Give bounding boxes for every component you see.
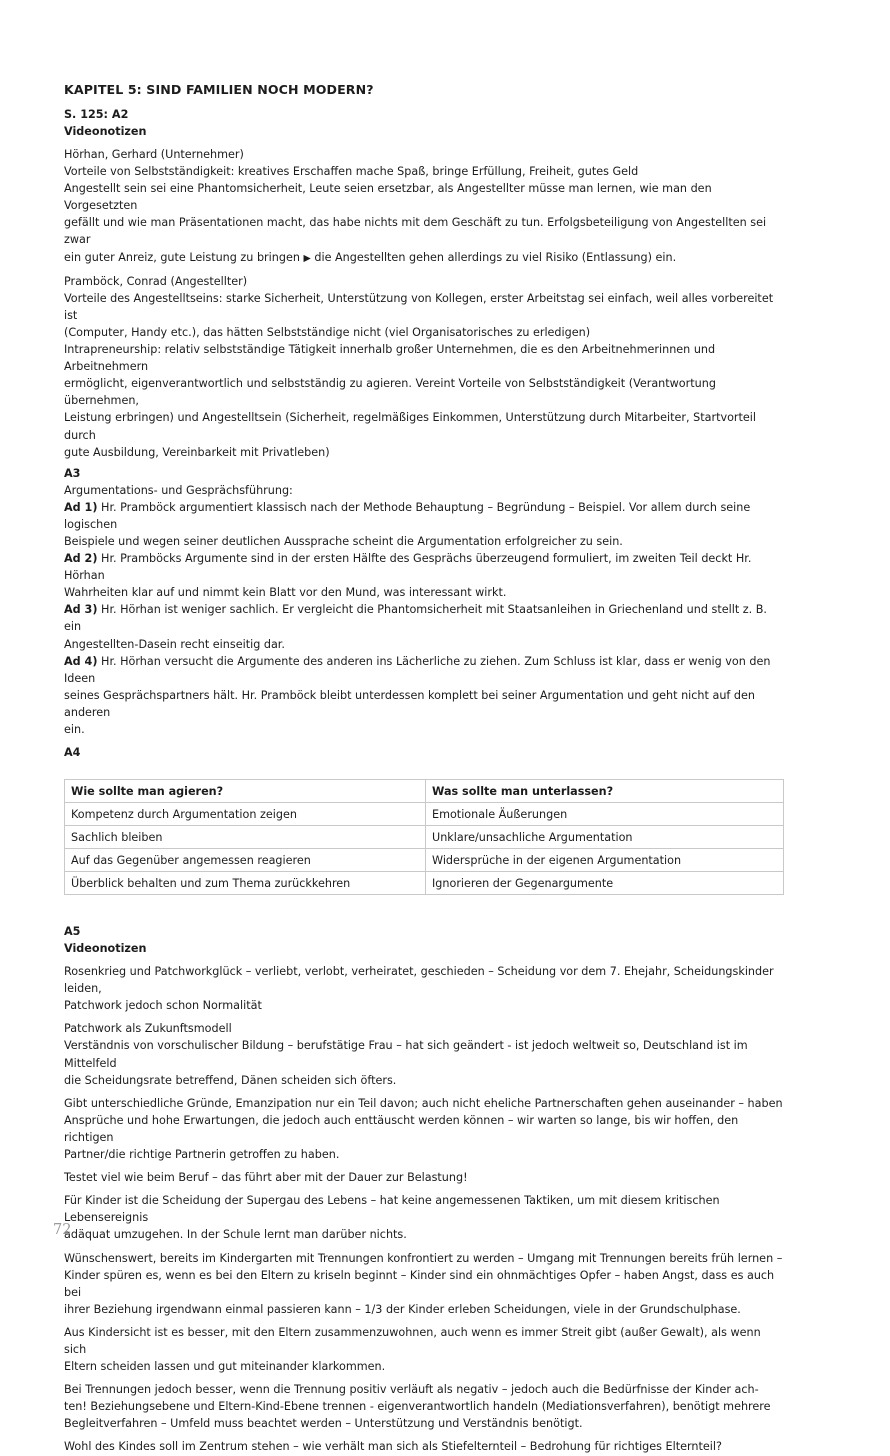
table-header-cell: Was sollte man unterlassen? xyxy=(426,780,784,803)
table-row xyxy=(65,872,784,895)
a3-text: Hr. Hörhan ist weniger sachlich. Er vergleicht die Phantomsicherheit mit Staatsanleihen in Griechenland und stellt z. B. ein xyxy=(64,603,767,634)
document-page xyxy=(64,82,786,1456)
table-header-cell: Wie sollte man agieren? xyxy=(65,780,426,803)
table-cell: Emotionale Äußerungen xyxy=(426,803,784,826)
a5-line: Verständnis von vorschulischer Bildung – berufstätige Frau – hat sich geändert - ist jedoch weltweit so, Deutschland ist im Mittelfeld xyxy=(64,1039,748,1070)
a3-line: seines Gesprächspartners hält. Hr. Pramböck bleibt unterdessen komplett bei seiner Argumentation und geht nicht auf den anderen xyxy=(64,688,755,719)
a3-item-lead: Ad 4) xyxy=(64,654,98,668)
a5-line: Patchwork jedoch schon Normalität xyxy=(64,999,262,1013)
a3-item-lead: Ad 3) xyxy=(64,603,98,617)
a5-line: Patchwork als Zukunftsmodell xyxy=(64,1022,232,1036)
a5-paragraphs xyxy=(64,963,786,1455)
a2-line: gute Ausbildung, Vereinbarkeit mit Privatleben) xyxy=(64,445,330,459)
a2-line: (Computer, Handy etc.), das hätten Selbstständige nicht (viel Organisatorisches zu erledigen) xyxy=(64,325,591,339)
a2-line: ermöglicht, eigenverantwortlich und selbstständig zu agieren. Vereint Vorteile von Selbstständigkeit (Verantwortung übernehmen, xyxy=(64,377,716,408)
table-cell: Auf das Gegenüber angemessen reagieren xyxy=(65,849,426,872)
a5-line: Eltern scheiden lassen und gut miteinander klarkommen. xyxy=(64,1360,386,1374)
section-a5-subtitle: Videonotizen xyxy=(64,942,147,956)
section-a2-subtitle: Videonotizen xyxy=(64,125,147,138)
a5-line: Testet viel wie beim Beruf – das führt aber mit der Dauer zur Belastung! xyxy=(64,1171,468,1185)
a5-line: Gibt unterschiedliche Gründe, Emanzipation nur ein Teil davon; auch nicht eheliche Partnerschaften gehen auseinander – haben xyxy=(64,1096,783,1110)
section-a4-label: A4 xyxy=(64,746,81,760)
section-a2-label: S. 125: A2 xyxy=(64,108,129,121)
a5-line: Begleitverfahren – Umfeld muss beachtet werden – Unterstützung und Verständnis benötigt. xyxy=(64,1417,583,1431)
section-a3-label: A3 xyxy=(64,466,81,480)
a2-line: Leistung erbringen) und Angestelltsein (Sicherheit, regelmäßiges Einkommen, Unterstützung durch Mitarbeiter, Startvorteil durch xyxy=(64,411,757,442)
a3-line: Beispiele und wegen seiner deutlichen Aussprache scheint die Argumentation erfolgreicher zu sein. xyxy=(64,534,623,548)
a3-item-lead: Ad 1) xyxy=(64,500,98,514)
a5-line: Für Kinder ist die Scheidung der Supergau des Lebens – hat keine angemessenen Taktiken, um mit diesem kritischen Lebensereignis xyxy=(64,1194,720,1225)
a5-line: ihrer Beziehung irgendwann einmal passieren kann – 1/3 der Kinder erleben Scheidungen, viele in der Grundschulphase. xyxy=(64,1302,741,1316)
a5-line: Wohl des Kindes soll im Zentrum stehen – wie verhält man sich als Stiefelternteil – Bedrohung für richtiges Elternteil? xyxy=(64,1440,722,1454)
a5-line: Rosenkrieg und Patchworkglück – verliebt, verlobt, verheiratet, geschieden – Scheidung vor dem 7. Ehejahr, Scheidungskinder leiden, xyxy=(64,965,774,996)
table-cell: Sachlich bleiben xyxy=(65,826,426,849)
a5-line: Aus Kindersicht ist es besser, mit den Eltern zusammenzuwohnen, auch wenn es immer Streit gibt (außer Gewalt), als wenn sich xyxy=(64,1325,761,1356)
a3-line: Angestellten-Dasein recht einseitig dar. xyxy=(64,637,285,651)
table-cell: Widersprüche in der eigenen Argumentation xyxy=(426,849,784,872)
table-row xyxy=(65,803,784,826)
a3-text: Hr. Hörhan versucht die Argumente des anderen ins Lächerliche zu ziehen. Zum Schluss ist klar, dass er wenig von den Ideen xyxy=(64,654,771,685)
a5-line: die Scheidungsrate betreffend, Dänen scheiden sich öfters. xyxy=(64,1073,397,1087)
a3-line xyxy=(64,601,786,635)
a2-line-part: ein guter Anreiz, gute Leistung zu bringen xyxy=(64,250,300,264)
a2-line xyxy=(64,249,786,267)
table-cell: Ignorieren der Gegenargumente xyxy=(426,872,784,895)
a3-intro: Argumentations- und Gesprächsführung: xyxy=(64,483,293,497)
a5-line: Kinder spüren es, wenn es bei den Eltern zu kriseln beginnt – Kinder sind ein ohnmächtiges Opfer – haben Angst, dass es auch bei xyxy=(64,1268,775,1299)
a2-line-part: die Angestellten gehen allerdings zu viel Risiko (Entlassung) ein. xyxy=(314,250,677,264)
a3-line xyxy=(64,550,786,584)
a5-line: Wünschenswert, bereits im Kindergarten mit Trennungen konfrontiert zu werden – Umgang mit Trennungen bereits früh lernen – xyxy=(64,1251,783,1265)
a3-line: ein. xyxy=(64,723,85,736)
a3-line: Wahrheiten klar auf und nimmt kein Blatt vor den Mund, was interessant wirkt. xyxy=(64,586,507,600)
table-cell: Unklare/unsachliche Argumentation xyxy=(426,826,784,849)
a5-line: Partner/die richtige Partnerin getroffen zu haben. xyxy=(64,1148,340,1162)
table-header-row xyxy=(65,780,784,803)
table-cell: Überblick behalten und zum Thema zurückkehren xyxy=(65,872,426,895)
a3-item-lead: Ad 2) xyxy=(64,552,98,566)
a5-line: adäquat umzugehen. In der Schule lernt man darüber nichts. xyxy=(64,1228,407,1242)
a5-line: ten! Beziehungsebene und Eltern-Kind-Ebene trennen - eigenverantwortlich handeln (Mediationsverfahren), benötigt mehrere xyxy=(64,1400,771,1414)
a2-line: Vorteile von Selbstständigkeit: kreatives Erschaffen mache Spaß, bringe Erfüllung, Freiheit, gutes Geld xyxy=(64,165,639,179)
a2-line: Angestellt sein sei eine Phantomsicherheit, Leute seien ersetzbar, als Angestellter müsse man lernen, wie man den Vorgesetzten xyxy=(64,182,712,213)
triangle-arrow-icon: ▶ xyxy=(303,252,311,264)
table-row xyxy=(65,849,784,872)
a2-line: Hörhan, Gerhard (Unternehmer) xyxy=(64,148,244,161)
a5-line: Ansprüche und hohe Erwartungen, die jedoch auch enttäuscht werden können – wir warten so lange, bis wir hoffen, den richtigen xyxy=(64,1113,739,1144)
a4-table xyxy=(64,779,784,895)
a3-line xyxy=(64,499,786,533)
a2-line: Pramböck, Conrad (Angestellter) xyxy=(64,274,248,288)
a5-line: Bei Trennungen jedoch besser, wenn die Trennung positiv verläuft als negativ – jedoch auch die Bedürfnisse der Kinder ach- xyxy=(64,1383,759,1397)
table-row xyxy=(65,826,784,849)
a3-text: Hr. Pramböcks Argumente sind in der ersten Hälfte des Gesprächs überzeugend formuliert, im zweiten Teil deckt Hr. Hörhan xyxy=(64,552,752,583)
section-a5-label: A5 xyxy=(64,925,81,939)
a2-line: Intrapreneurship: relativ selbstständige Tätigkeit innerhalb großer Unternehmen, die es den Arbeitnehmerinnen und Arbeitnehmern xyxy=(64,343,716,374)
a3-text: Hr. Pramböck argumentiert klassisch nach der Methode Behauptung – Begründung – Beispiel. Vor allem durch seine logischen xyxy=(64,500,751,531)
a2-line: gefällt und wie man Präsentationen macht, das habe nichts mit dem Geschäft zu tun. Erfolgsbeteiligung von Angestellten sei zwar xyxy=(64,216,767,247)
a2-line: Vorteile des Angestelltseins: starke Sicherheit, Unterstützung von Kollegen, erster Arbeitstag sei einfach, weil alles vorbereitet ist xyxy=(64,291,774,322)
page-number: 72 xyxy=(53,1222,72,1238)
chapter-title: KAPITEL 5: SIND FAMILIEN NOCH MODERN? xyxy=(64,82,374,97)
table-cell: Kompetenz durch Argumentation zeigen xyxy=(65,803,426,826)
a3-line xyxy=(64,653,786,687)
